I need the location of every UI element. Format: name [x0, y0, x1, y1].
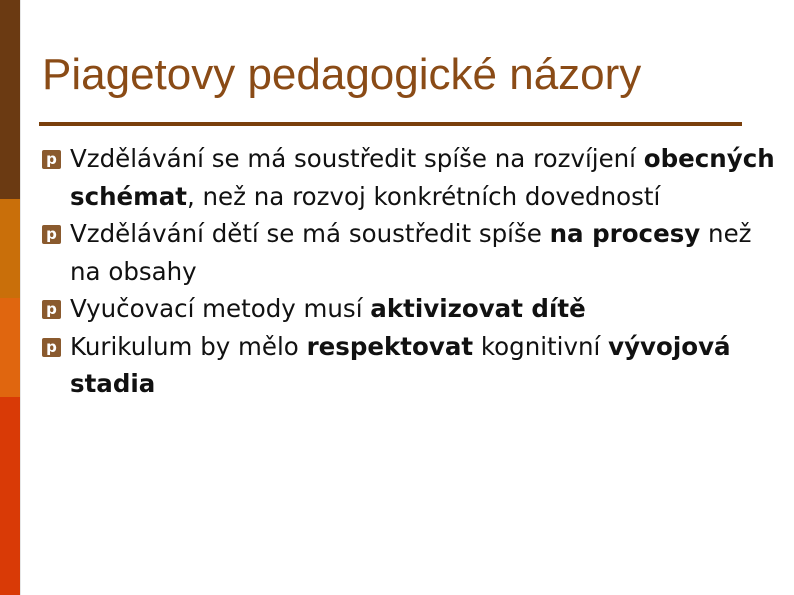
sidebar-segment-2 [0, 199, 20, 298]
bullet-text: Vzdělávání se má soustředit spíše na rozvíjení [70, 144, 644, 173]
slide-title: Piagetovy pedagogické názory [42, 50, 642, 99]
sidebar-color-bar [0, 0, 20, 595]
p-bullet-icon: p [42, 300, 61, 319]
sidebar-segment-3 [0, 298, 20, 397]
title-underline [39, 122, 742, 126]
bullet-emphasis: respektovat [306, 331, 474, 361]
bullet-emphasis: obecných schémat [70, 144, 775, 211]
bullet-text: Kurikulum by mělo [70, 331, 307, 361]
p-bullet-icon: p [42, 338, 61, 357]
sidebar-divider [20, 0, 21, 595]
bullet-item [42, 140, 782, 215]
bullet-item [42, 215, 782, 290]
bullet-item [42, 328, 782, 403]
bullet-item [42, 290, 782, 328]
bullet-text: , než na rozvoj konkrétních dovedností [186, 181, 661, 211]
sidebar-segment-1 [0, 0, 20, 199]
p-bullet-icon: p [42, 150, 61, 169]
bullet-text: kognitivní [473, 331, 609, 361]
bullet-text: Vzdělávání dětí se má soustředit spíše [70, 219, 550, 248]
p-bullet-icon: p [42, 225, 61, 244]
bullet-emphasis: aktivizovat dítě [370, 294, 586, 323]
sidebar-segment-4 [0, 397, 20, 595]
bullet-text: Vyučovací metody musí [70, 294, 371, 323]
bullet-text: než na obsahy [70, 219, 752, 286]
bullet-emphasis: na procesy [549, 219, 701, 248]
bullet-list [42, 140, 782, 403]
bullet-emphasis: vývojová stadia [70, 331, 731, 398]
